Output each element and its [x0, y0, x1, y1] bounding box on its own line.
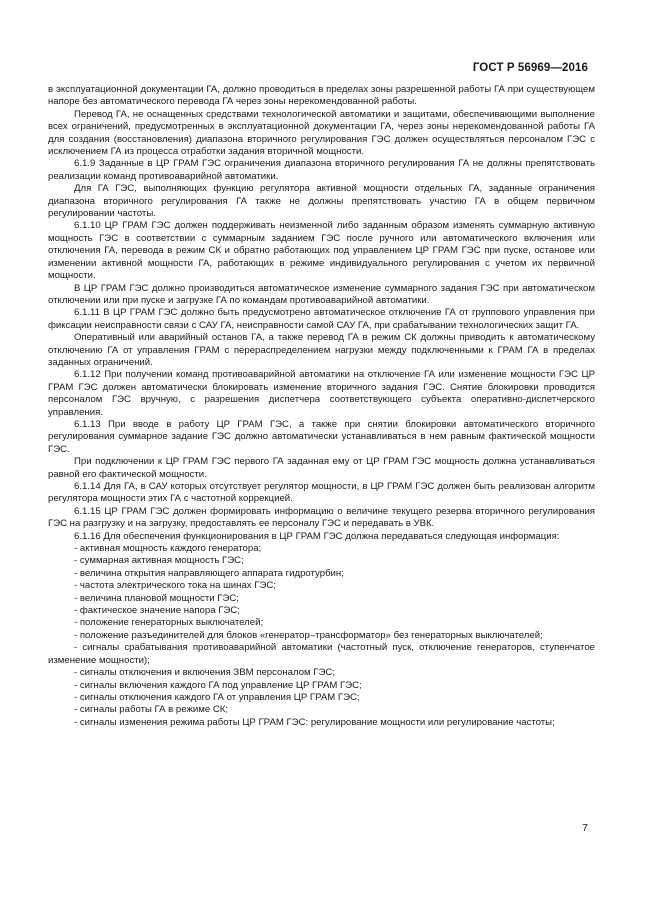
paragraph: 6.1.12 При получении команд противоаварийной автоматики на отключение ГА или изменение мощности ГЭС ЦР ГРАМ ГЭС должен автоматически блокировать изменение вторичного задания ГЭС. Снятие блокировки проводится персоналом ГЭС вручную, с разрешения диспетчера соответствующего субъекта оперативно-диспетчерского управления.: [48, 369, 595, 418]
list-item: - положение генераторных выключателей;: [74, 617, 264, 629]
paragraph: Перевод ГА, не оснащенных средствами технологической автоматики и защитами, обеспечивающими выполнение всех ограничений, предусмотренных в эксплуатационной документации ГА, через зоны нерекомендованной работы ГА для создания (восстановления) диапазона вторичного регулирования ГЭС должен осуществляться персоналом ГЭС с исключением ГА из процесса отработки задания вторичной мощности.: [48, 108, 595, 158]
paragraph: Для ГА ГЭС, выполняющих функцию регулятора активной мощности отдельных ГА, заданные ограничения диапазона вторичного регулирования ГА также не должны препятствовать участию ГА в общем первичном регулировании частоты.: [48, 183, 595, 220]
paragraph: В ЦР ГРАМ ГЭС должно производиться автоматическое изменение суммарного задания ГЭС при автоматическом отключении или при пуске и загрузке ГА по командам противоаварийной автоматики.: [48, 282, 595, 306]
paragraph: При подключении к ЦР ГРАМ ГЭС первого ГА заданная ему от ЦР ГРАМ ГЭС мощность должна устанавливаться равной его фактической мощности.: [48, 456, 595, 480]
paragraph: 6.1.10 ЦР ГРАМ ГЭС должен поддерживать неизменной либо заданным образом изменять суммарную активную мощность ГЭС в соответствии с суммарным заданием ГЭС после ручного или автоматического включения или отключения ГА, перевода в режим СК и обратно работающих под управлением ЦР ГРАМ ГЭС при пуске, останове или изменении активной мощности ГА, работающих в режиме индивидуального регулирования с учетом их первичной мощности.: [48, 220, 595, 282]
list-item: - сигналы включения каждого ГА под управление ЦР ГРАМ ГЭС;: [74, 679, 362, 691]
list-item: - величина открытия направляющего аппарата гидротурбин;: [74, 567, 344, 579]
document-header-id: ГОСТ Р 56969—2016: [472, 62, 588, 74]
paragraph: 6.1.11 В ЦР ГРАМ ГЭС должно быть предусмотрено автоматическое отключение ГА от группового управления при фиксации неисправности связи с САУ ГА, неисправности самой САУ ГА, при срабатывании технологических защит ГА.: [48, 307, 595, 331]
paragraph: - положение разъединителей для блоков «генератор–трансформатор» без генераторных выключателей;: [74, 629, 543, 641]
list-item: - сигналы отключения и включения ЗВМ персоналом ГЭС;: [74, 667, 336, 679]
paragraph: - сигналы изменения режима работы ЦР ГРАМ ГЭС: регулирование мощности или регулирование частоты;: [74, 716, 555, 728]
document-body: [48, 84, 595, 729]
paragraph: 6.1.13 При вводе в работу ЦР ГРАМ ГЭС, а также при снятии блокировки автоматического вторичного регулирования суммарное задание ГЭС должно автоматически устанавливаться в нем равным фактической мощности ГЭС.: [48, 418, 595, 455]
list-item: - сигналы отключения каждого ГА от управления ЦР ГРАМ ГЭС;: [74, 691, 360, 703]
list-item: - сигналы работы ГА в режиме СК;: [74, 704, 229, 716]
paragraph: - сигналы срабатывания противоаварийной автоматики (частотный пуск, отключение генераторов, ступенчатое изменение мощности);: [48, 642, 595, 666]
list-item: - частота электрического тока на шинах ГЭС;: [74, 580, 276, 592]
paragraph: 6.1.9 Заданные в ЦР ГРАМ ГЭС ограничения диапазона вторичного регулирования ГА не должны препятствовать реализации команд противоаварийной автоматики.: [48, 158, 595, 182]
paragraph: Оперативный или аварийный останов ГА, а также перевод ГА в режим СК должны приводить к автоматическому отключению ГА от управления ГРАМ с перераспределением нагрузки между подключенными к ГРАМ ГА в пределах заданных ограничений.: [48, 332, 595, 368]
paragraph: 6.1.15 ЦР ГРАМ ГЭС должен формировать информацию о величине текущего резерва вторичного регулирования ГЭС на разгрузку и на загрузку, предоставлять ее персоналу ГЭС и передавать в УВК.: [48, 505, 595, 530]
list-item: - активная мощность каждого генератора;: [74, 543, 262, 555]
list-item: - суммарная активная мощность ГЭС;: [74, 555, 244, 567]
list-item: - фактическое значение напора ГЭС;: [74, 605, 240, 617]
page-number: 7: [582, 822, 588, 834]
paragraph: 6.1.14 Для ГА, в САУ которых отсутствует регулятор мощности, в ЦР ГРАМ ГЭС должен быть реализован алгоритм регулятора мощности этих ГА с частотной коррекцией.: [48, 481, 595, 505]
list-item: - величина плановой мощности ГЭС;: [74, 592, 239, 604]
paragraph: 6.1.16 Для обеспечения функционирования в ЦР ГРАМ ГЭС должна передаваться следующая информация:: [74, 530, 560, 542]
paragraph: в эксплуатационной документации ГА, должно проводиться в пределах зоны разрешенной работы ГА при существующем напоре без автоматического перевода ГА через зоны нерекомендованной работы.: [48, 84, 595, 108]
